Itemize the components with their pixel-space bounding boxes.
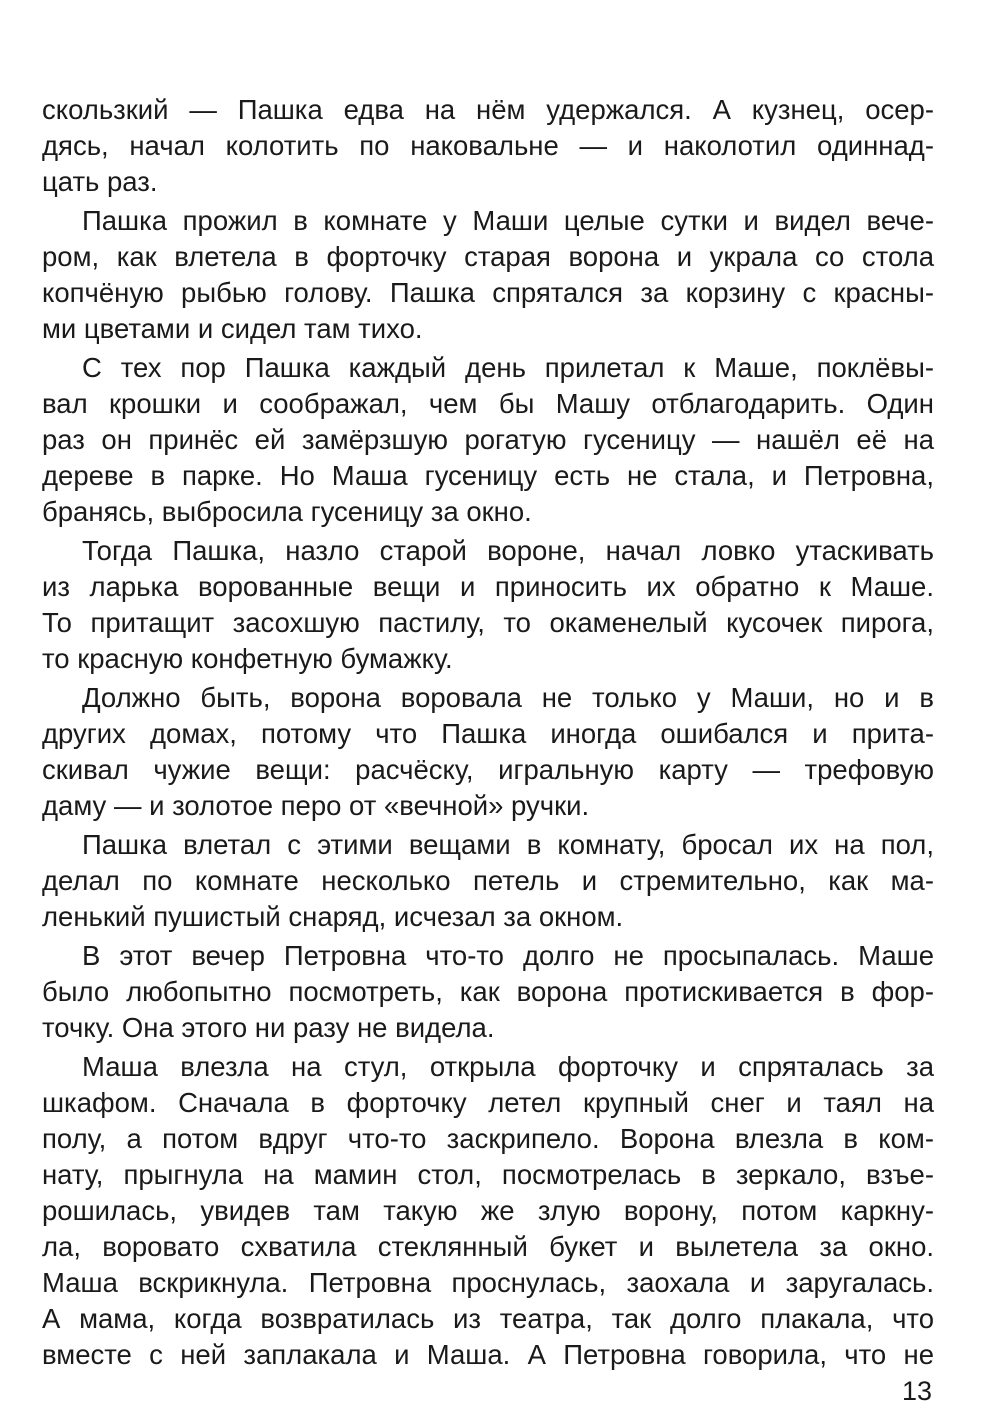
paragraph — [42, 92, 934, 200]
text-line: точку. Она этого ни разу не видела. — [42, 1012, 495, 1043]
text-line: Должно быть, ворона воровала не только у Маши, но и в — [82, 682, 934, 713]
text-line: полу, а потом вдруг что-то заскрипело. Ворона влезла в ком- — [42, 1123, 934, 1154]
text-line: С тех пор Пашка каждый день прилетал к Маше, поклёвы- — [82, 352, 934, 383]
text-line: В этот вечер Петровна что-то долго не просыпалась. Маше — [82, 940, 934, 971]
text-line: Пашка влетал с этими вещами в комнату, бросал их на пол, — [82, 829, 934, 860]
text-line: ла, вороватo схватила стеклянный букет и вылетела за окно. — [42, 1231, 934, 1262]
text-line: вместе с ней заплакала и Маша. А Петровна говорила, что не — [42, 1339, 934, 1370]
text-line: нату, прыгнула на мамин стол, посмотрелась в зеркало, взъе- — [42, 1159, 934, 1190]
text-line: делал по комнате несколько петель и стремительно, как ма- — [42, 865, 934, 896]
paragraph — [42, 203, 934, 347]
paragraph — [42, 938, 934, 1046]
paragraph — [42, 1049, 934, 1373]
body-text — [42, 92, 934, 1373]
text-line: ленький пушистый снаряд, исчезал за окном. — [42, 901, 624, 932]
text-line: то красную конфетную бумажку. — [42, 643, 453, 674]
page-number: 13 — [901, 1376, 932, 1406]
text-line: бранясь, выбросила гусеницу за окно. — [42, 496, 532, 527]
text-line: ми цветами и сидел там тихо. — [42, 313, 423, 344]
text-line: Пашка прожил в комнате у Маши целые сутки и видел вече- — [82, 205, 934, 236]
paragraph — [42, 680, 934, 824]
paragraph — [42, 350, 934, 530]
text-line: цать раз. — [42, 166, 158, 197]
text-line: копчёную рыбью голову. Пашка спрятался за корзину с красны- — [42, 277, 934, 308]
text-line: скивал чужие вещи: расчёску, игральную карту — трефовую — [42, 754, 934, 785]
text-line: То притащит засохшую пастилу, то окаменелый кусочек пирога, — [42, 607, 934, 638]
text-line: было любопытно посмотреть, как ворона протискивается в фор- — [42, 976, 934, 1007]
text-line: дясь, начал колотить по наковальне — и наколотил одиннад- — [42, 130, 934, 161]
text-line: других домах, потому что Пашка иногда ошибался и прита- — [42, 718, 934, 749]
text-line: из ларька ворованные вещи и приносить их обратно к Маше. — [42, 571, 934, 602]
text-line: даму — и золотое перо от «вечной» ручки. — [42, 790, 590, 821]
text-line: скользкий — Пашка едва на нём удержался. А кузнец, осер- — [42, 94, 934, 125]
paragraph — [42, 827, 934, 935]
text-line: вал крошки и соображал, чем бы Машу отблагодарить. Один — [42, 388, 934, 419]
text-line: шкафом. Сначала в форточку летел крупный снег и таял на — [42, 1087, 934, 1118]
text-line: раз он принёс ей замёрзшую рогатую гусеницу — нашёл её на — [42, 424, 934, 455]
text-line: дереве в парке. Но Маша гусеницу есть не стала, и Петровна, — [42, 460, 934, 491]
text-line: ром, как влетела в форточку старая ворона и украла со стола — [42, 241, 934, 272]
text-line: Тогда Пашка, назло старой вороне, начал ловко утаскивать — [82, 535, 934, 566]
text-line: А мама, когда возвратилась из театра, так долго плакала, что — [42, 1303, 934, 1334]
text-line: Маша влезла на стул, открыла форточку и спряталась за — [82, 1051, 934, 1082]
text-line: Маша вскрикнула. Петровна проснулась, заохала и заругалась. — [42, 1267, 934, 1298]
paragraph — [42, 533, 934, 677]
text-line: рошилась, увидев там такую же злую ворону, потом каркну- — [42, 1195, 934, 1226]
